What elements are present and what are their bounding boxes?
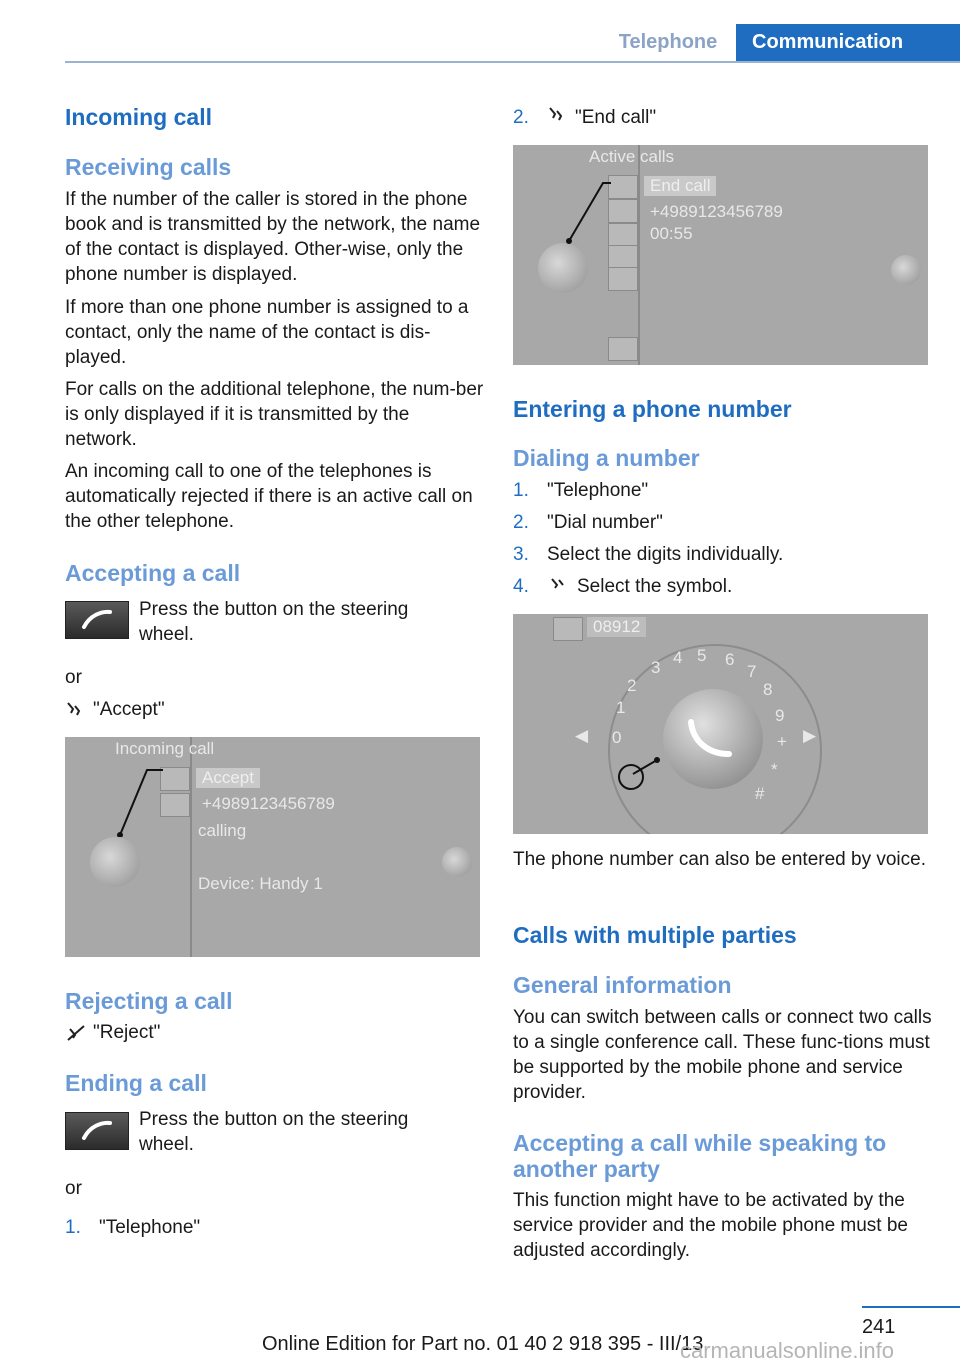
paragraph-receiving-4: An incoming call to one of the telephones is automatically rejected if there is an active call on the other telephone. [65, 461, 473, 532]
paragraph-receiving-2: If more than one phone number is assigned to a contact, only the name of the contact is dis-played. [65, 297, 469, 368]
screen-selected-end-call: End call [644, 176, 716, 196]
header-rule [65, 61, 960, 63]
digit-label: 5 [697, 646, 707, 665]
keypad-icon [608, 245, 638, 269]
dial-step-2 [513, 510, 663, 535]
reject-label: "Reject" [93, 1022, 161, 1043]
screen-call-duration: 00:55 [650, 224, 693, 243]
screen-dialed-number: 08912 [587, 617, 646, 637]
list-number: 2. [513, 107, 529, 128]
heading-entering-phone-number: Entering a phone number [513, 396, 792, 422]
screenshot-dial-number [513, 614, 928, 834]
digit-label: 2 [627, 676, 637, 695]
or-text-1: or [65, 667, 82, 688]
list-text: "End call" [575, 107, 657, 128]
screen-caller-number: +4989123456789 [202, 794, 335, 813]
list-number: 2. [513, 512, 529, 533]
press-button-text-2: Press the button on the steering wheel. [139, 1109, 409, 1155]
end-call-phone-icon [547, 105, 575, 130]
reject-phone-icon [65, 1024, 87, 1047]
digit-label: # [755, 784, 765, 803]
digit-label: 8 [763, 680, 773, 699]
watermark: carmanualsonline.info [680, 1338, 895, 1363]
heading-rejecting-call: Rejecting a call [65, 988, 233, 1014]
list-text: Select the digits individually. [547, 544, 784, 565]
heading-receiving-calls: Receiving calls [65, 154, 232, 180]
screen-selected-accept: Accept [196, 768, 260, 788]
paragraph-voice-entry: The phone number can also be entered by voice. [513, 849, 926, 870]
heading-incoming-call: Incoming call [65, 104, 212, 130]
dial-step-1 [513, 478, 648, 503]
controller-knob-icon [90, 837, 140, 887]
paragraph-general: You can switch between calls or connect two calls to a single conference call. These func-tions must be supported by the mobile phone and service provider. [513, 1007, 932, 1103]
footer-rule [862, 1306, 960, 1308]
digit-label: 9 [775, 706, 785, 725]
accept-phone-icon [65, 700, 87, 723]
phone-options-icon [608, 337, 638, 361]
header-tab-telephone: Telephone [618, 31, 718, 53]
digit-label: 4 [673, 648, 683, 667]
dial-step-4 [513, 574, 732, 599]
list-text: "Telephone" [99, 1217, 201, 1238]
screen-device-name: Device: Handy 1 [198, 874, 323, 893]
heading-general-information: General information [513, 972, 732, 998]
screen-active-number: +4989123456789 [650, 202, 783, 221]
press-button-text-1: Press the button on the steering wheel. [139, 599, 409, 645]
list-item-end-call [513, 105, 656, 130]
handset-icon [80, 609, 114, 631]
paragraph-receiving-1: If the number of the caller is stored in the phone book and is transmitted by the network, the name of the contact is displayed. Other-wise, only the phone number is displayed. [65, 189, 481, 285]
right-arrow-icon: ▶ [803, 726, 817, 745]
phone-menu-icon [553, 617, 583, 641]
screenshot-incoming-call [65, 737, 480, 957]
left-arrow-icon: ◀ [575, 726, 589, 745]
dial-phone-icon [547, 574, 577, 599]
screen-call-status: calling [198, 821, 247, 840]
list-number: 4. [513, 576, 529, 597]
steering-wheel-phone-button-image [65, 601, 129, 639]
list-text: Select the symbol. [577, 576, 733, 597]
list-text: "Telephone" [547, 480, 649, 501]
digit-label: + [777, 732, 787, 751]
heading-accepting-while-speaking: Accepting a call while speaking to another party [513, 1130, 887, 1182]
screen-title-active-calls: Active calls [589, 147, 675, 166]
dial-step-3 [513, 542, 783, 567]
list-number: 1. [65, 1217, 81, 1238]
list-number: 3. [513, 544, 529, 565]
handset-icon-2 [80, 1120, 114, 1142]
screen-title-incoming-call: Incoming call [115, 739, 215, 758]
digit-label: 6 [725, 650, 735, 669]
heading-dialing-number: Dialing a number [513, 445, 700, 471]
dial-handset-icon [681, 712, 741, 762]
pointer-line [631, 756, 661, 776]
pointer-line [565, 181, 615, 245]
header-tab-communication: Communication [736, 24, 960, 61]
digit-label: * [771, 760, 778, 779]
heading-multiple-parties: Calls with multiple parties [513, 922, 797, 948]
page-number: 241 [862, 1316, 896, 1338]
digit-label: 7 [747, 662, 757, 681]
accept-label: "Accept" [93, 699, 165, 720]
heading-ending-call: Ending a call [65, 1070, 207, 1096]
or-text-2: or [65, 1178, 82, 1199]
screenshot-active-calls [513, 145, 928, 365]
digit-label: 0 [612, 728, 622, 747]
list-number: 1. [513, 480, 529, 501]
paragraph-accepting-while-speaking: This function might have to be activated by the service provider and the mobile phone must be adjusted accordingly. [513, 1190, 909, 1261]
controller-knob-icon [538, 243, 588, 293]
steering-wheel-phone-button-image-2 [65, 1112, 129, 1150]
list-text: "Dial number" [547, 512, 663, 533]
heading-accepting-call: Accepting a call [65, 560, 241, 586]
right-knob-icon [442, 847, 472, 877]
right-knob-icon [891, 255, 921, 285]
footer-edition: Online Edition for Part no. 01 40 2 918 395 - III/13 [262, 1333, 704, 1355]
pointer-line [115, 767, 165, 837]
digit-label: 1 [616, 698, 626, 717]
list-item-telephone-end [65, 1215, 200, 1240]
paragraph-receiving-3: For calls on the additional telephone, the num-ber is only displayed if it is transmitted by the network. [65, 379, 484, 450]
contacts-icon [608, 267, 638, 291]
digit-label: 3 [651, 658, 661, 677]
